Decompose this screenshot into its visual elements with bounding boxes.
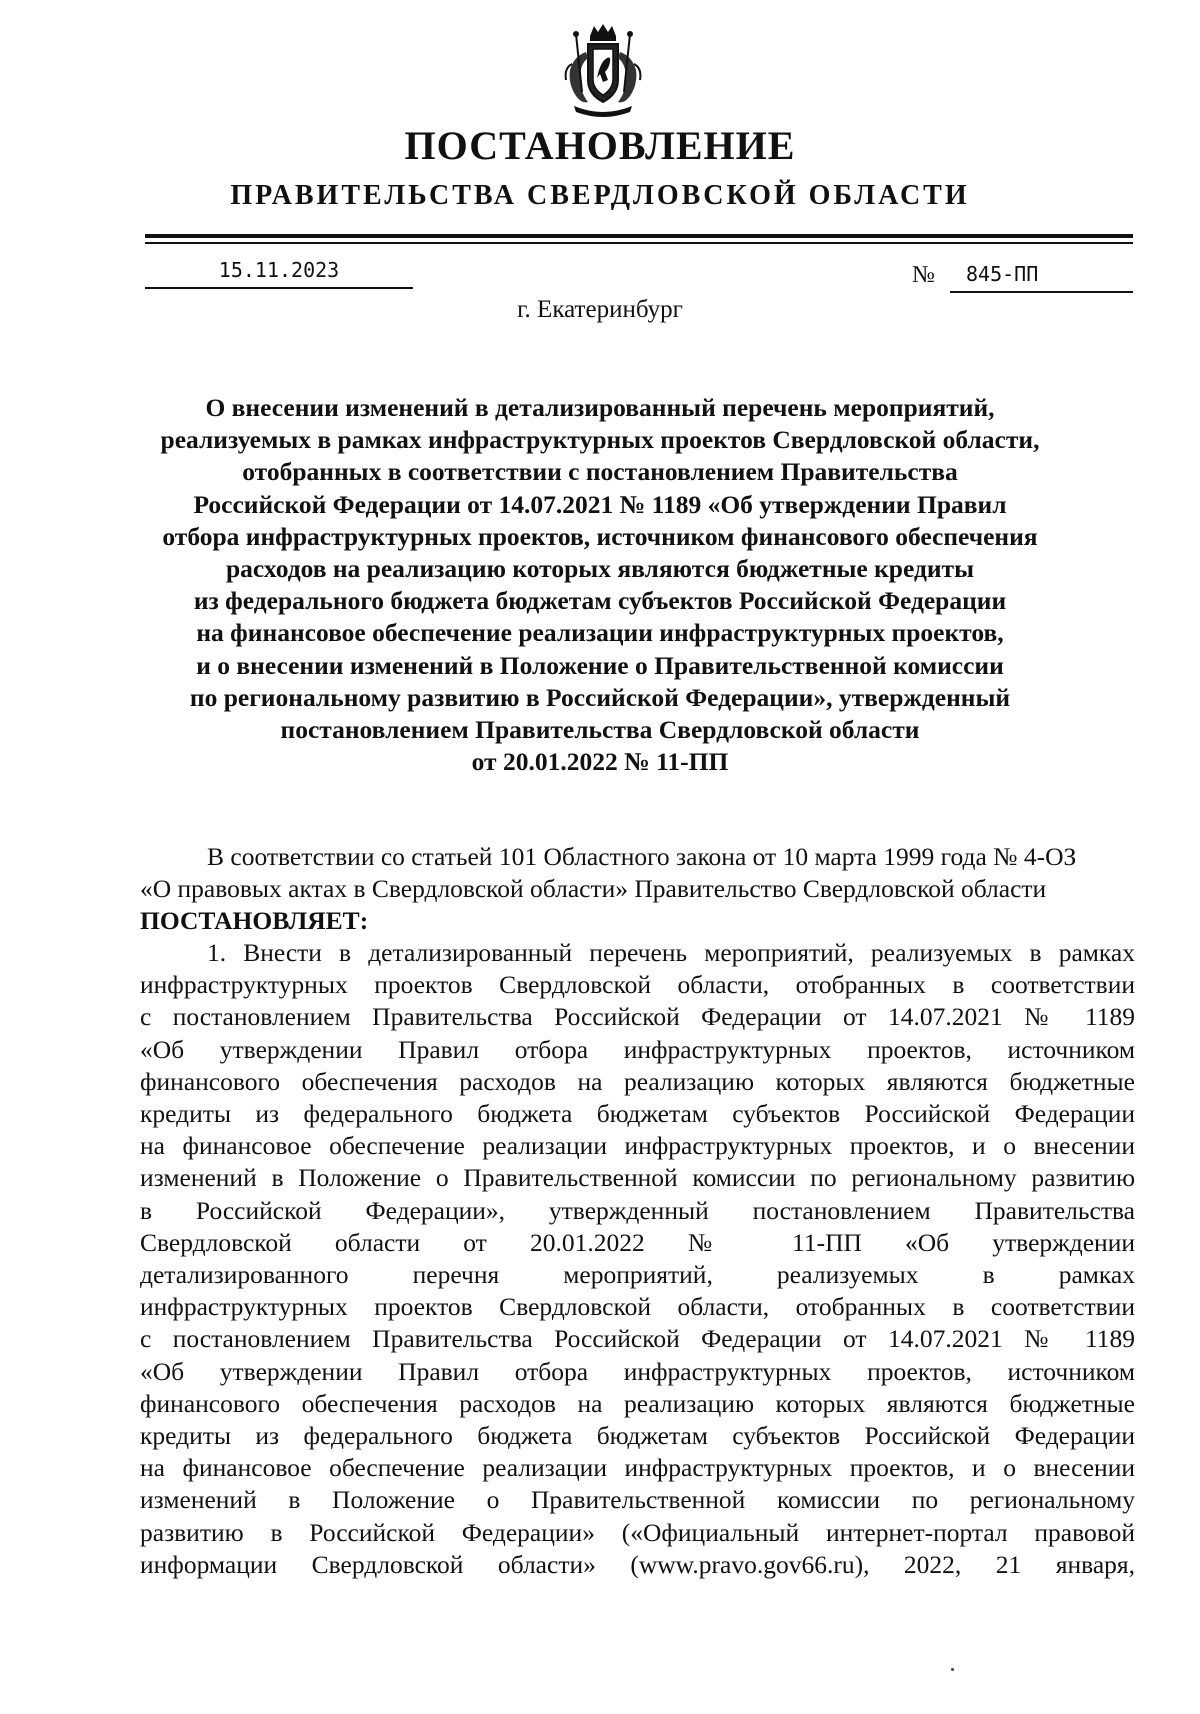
body-line: на финансовое обеспечение реализации инфраструктурных проектов, и о внесении <box>140 1453 1135 1483</box>
document-number: 845-ПП <box>966 262 1039 286</box>
body-line: изменений в Положение о Правительственной комиссии по региональному <box>140 1485 1135 1515</box>
heading-line: из федерального бюджета бюджетам субъектов Российской Федерации <box>193 586 1007 616</box>
body-line: информации Свердловской области» (www.pravo.gov66.ru), 2022, 21 января, <box>140 1549 1135 1579</box>
scan-speck <box>951 1668 954 1671</box>
body-line: инфраструктурных проектов Свердловской области, отобранных в соответствии <box>140 1292 1135 1322</box>
preamble-line: В соответствии со статьей 101 Областного закона от 10 марта 1999 года № 4-ОЗ <box>207 842 1077 871</box>
heading-line: Российской Федерации от 14.07.2021 № 1189 «Об утверждении Правил <box>193 489 1007 519</box>
heading-line: расходов на реализацию которых являются бюджетные кредиты <box>226 554 974 584</box>
city-of-issue: г. Екатеринбург <box>517 296 683 323</box>
body-line: 1. Внести в детализированный перечень мероприятий, реализуемых в рамках <box>207 938 1135 967</box>
body-line: с постановлением Правительства Российской Федерации от 14.07.2021 № 1189 <box>140 1002 1135 1032</box>
heading-line: на финансовое обеспечение реализации инфраструктурных проектов, <box>196 618 1004 648</box>
body-line: изменений в Положение о Правительственной комиссии по региональному развитию <box>140 1163 1135 1193</box>
body-line: Свердловской области от 20.01.2022 № 11-ПП «Об утверждении <box>140 1227 1135 1257</box>
preamble-line: «О правовых актах в Свердловской области» Правительство Свердловской области <box>140 874 1047 903</box>
header-divider-thin <box>145 242 1133 244</box>
preamble <box>140 841 1135 937</box>
body-line: на финансовое обеспечение реализации инфраструктурных проектов, и о внесении <box>140 1131 1135 1161</box>
heading-line: и о внесении изменений в Положение о Правительственной комиссии <box>196 650 1004 680</box>
decree-word: ПОСТАНОВЛЯЕТ: <box>140 906 369 935</box>
heading-line: отобранных в соответствии с постановлением Правительства <box>242 457 958 487</box>
body-paragraph <box>140 937 1135 1581</box>
number-sign: № <box>912 262 935 288</box>
document-date: 15.11.2023 <box>218 258 340 282</box>
body-line: с постановлением Правительства Российской Федерации от 14.07.2021 № 1189 <box>140 1324 1135 1354</box>
document-type-title: ПОСТАНОВЛЕНИЕ <box>404 123 796 168</box>
body-line: развитию в Российской Федерации» («Официальный интернет-портал правовой <box>140 1517 1135 1547</box>
body-line: кредиты из федерального бюджета бюджетам субъектов Российской Федерации <box>140 1099 1135 1129</box>
heading-line: от 20.01.2022 № 11-ПП <box>471 747 729 777</box>
body-line: финансового обеспечения расходов на реализацию которых являются бюджетные <box>140 1388 1135 1418</box>
body-line: инфраструктурных проектов Свердловской области, отобранных в соответствии <box>140 970 1135 1000</box>
heading-line: реализуемых в рамках инфраструктурных проектов Свердловской области, <box>160 425 1040 455</box>
body-line: в Российской Федерации», утвержденный постановлением Правительства <box>140 1195 1135 1225</box>
body-line: финансового обеспечения расходов на реализацию которых являются бюджетные <box>140 1066 1135 1096</box>
header-divider-thick <box>145 234 1133 238</box>
coat-of-arms-icon <box>560 22 646 122</box>
heading-line: постановлением Правительства Свердловской области <box>280 715 920 745</box>
body-line: кредиты из федерального бюджета бюджетам субъектов Российской Федерации <box>140 1421 1135 1451</box>
heading-line: О внесении изменений в детализированный перечень мероприятий, <box>205 393 995 422</box>
date-underline <box>145 287 413 289</box>
body-line: «Об утверждении Правил отбора инфраструктурных проектов, источником <box>140 1034 1135 1064</box>
heading-line: по региональному развитию в Российской Федерации», утвержденный <box>189 682 1011 712</box>
heading-line: отбора инфраструктурных проектов, источником финансового обеспечения <box>162 521 1038 551</box>
document-heading <box>120 392 1080 778</box>
number-underline <box>950 291 1133 293</box>
body-line: «Об утверждении Правил отбора инфраструктурных проектов, источником <box>140 1356 1135 1386</box>
body-line: детализированного перечня мероприятий, реализуемых в рамках <box>140 1260 1135 1290</box>
issuing-authority: ПРАВИТЕЛЬСТВА СВЕРДЛОВСКОЙ ОБЛАСТИ <box>230 180 970 211</box>
